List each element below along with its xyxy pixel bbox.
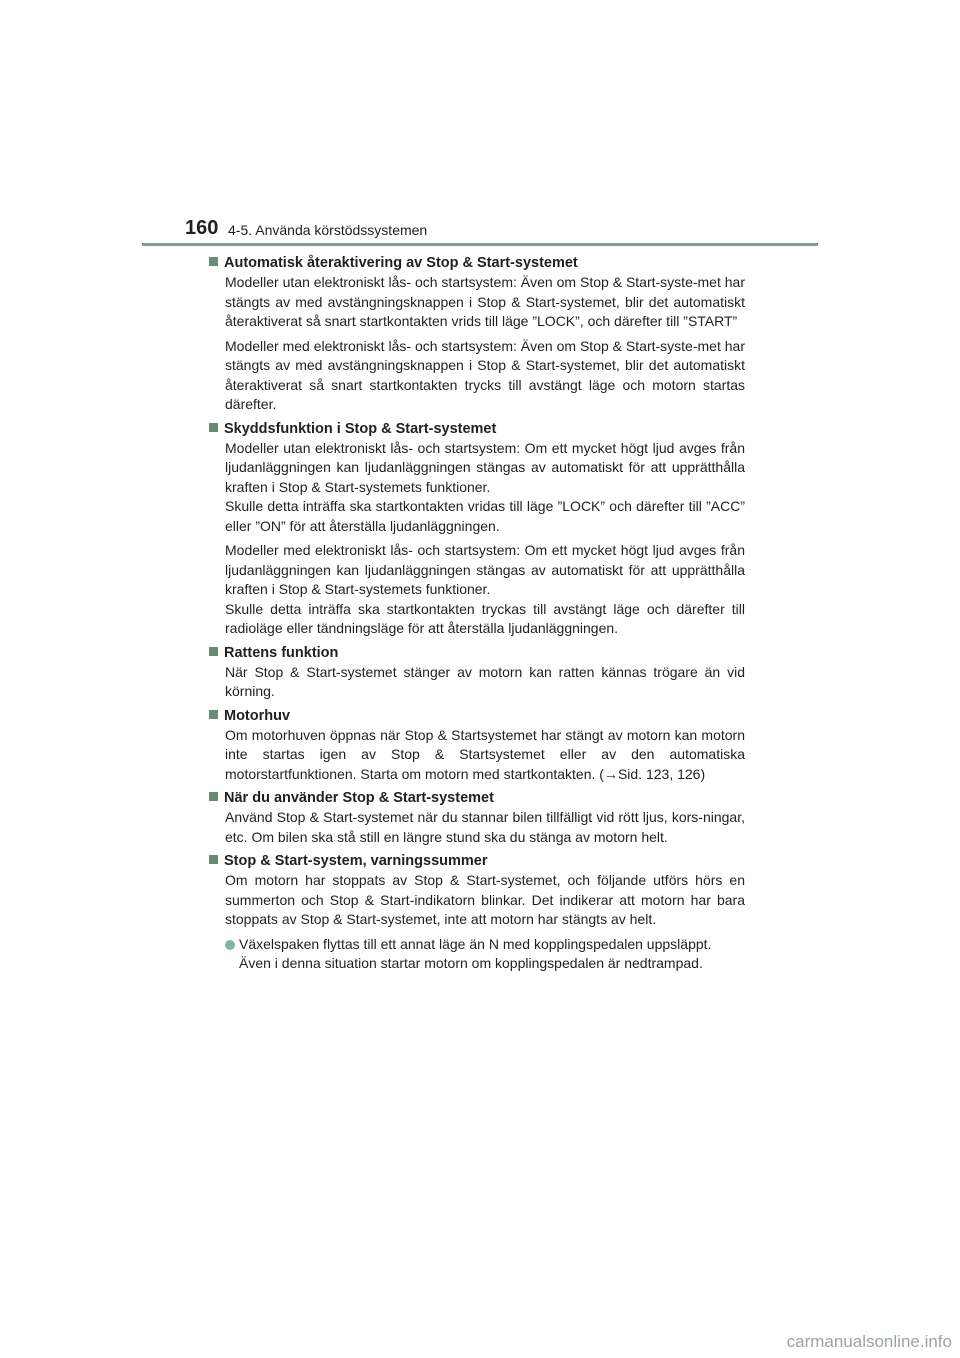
paragraph: Modeller utan elektroniskt lås- och startsystem: Om ett mycket högt ljud avges från ljudanläggningen kan ljudanläggningen stängas av automatiskt för att upprätthålla kraften i Stop & Start-systemets funktioner. Skulle detta inträffa ska startkontakten vridas till läge ”LOCK” och därefter till ”ACC” eller ”ON” för att återställa ljudanläggningen. (225, 439, 745, 534)
round-bullet-icon (225, 940, 239, 950)
paragraph: Modeller med elektroniskt lås- och startsystem: Även om Stop & Start-syste-met har stängts av med avstängningsknappen i Stop & Start-systemet, blir det automatiskt återaktiverat så snart startkontakten trycks till avstängt läge och motorn startas därefter. (225, 337, 745, 412)
section-title: Automatisk återaktivering av Stop & Start-systemet (209, 254, 745, 273)
square-bullet-icon (209, 423, 218, 432)
bullet-text: Växelspaken flyttas till ett annat läge än N med kopplingspedalen uppsläppt. Även i denna situation startar motorn om kopplingspedalen är nedtrampad. (239, 935, 712, 971)
bullet-item (225, 935, 745, 974)
paragraph: Använd Stop & Start-systemet när du stannar bilen tillfälligt vid rött ljus, kors-ningar, etc. Om bilen ska stå still en längre stund ska du stänga av motorn helt. (225, 809, 745, 845)
section-title: Motorhuv (209, 707, 745, 726)
paragraph: Om motorhuven öppnas när Stop & Startsystemet har stängt av motorn kan motorn inte startas igen av Stop & Startsystemet eller av den automatiska motorstartfunktionen. Starta om motorn med startkontakten. (→Sid. 123, 126) (225, 726, 745, 782)
section-protection-function (209, 420, 745, 639)
square-bullet-icon (209, 855, 218, 864)
square-bullet-icon (209, 257, 218, 266)
square-bullet-icon (209, 647, 218, 656)
page-header (0, 0, 960, 250)
section-title: När du använder Stop & Start-systemet (209, 789, 745, 808)
header-divider (142, 243, 818, 246)
paragraph: Om motorn har stoppats av Stop & Start-systemet, och följande utförs hörs en summerton och Stop & Start-indikatorn blinkar. Det indikerar att motorn har bara stoppats av Stop & Start-systemet, inte att motorn har stängts av helt. (225, 872, 745, 927)
paragraph: Modeller med elektroniskt lås- och startsystem: Om ett mycket högt ljud avges från ljudanläggningen kan ljudanläggningen stängas av automatiskt för att upprätthålla kraften i Stop & Start-systemets funktioner. Skulle detta inträffa ska startkontakten tryckas till avstängt läge och därefter till radioläge eller tändningsläge för att återställa ljudanläggningen. (225, 542, 745, 636)
section-title: Stop & Start-system, varningssummer (209, 852, 745, 871)
paragraph: Modeller utan elektroniskt lås- och startsystem: Även om Stop & Start-syste-met har stängts av med avstängningsknappen i Stop & Start-systemet, blir det automatiskt återaktiverat så snart startkontakten vrids till läge ”LOCK”, och därefter till ”START” (225, 274, 745, 329)
paragraph: När Stop & Start-systemet stänger av motorn kan ratten kännas trögare än vid körning. (225, 663, 745, 699)
chapter-title: 4-5. Använda körstödssystemen (228, 222, 428, 238)
square-bullet-icon (209, 792, 218, 801)
page-content (209, 254, 745, 978)
square-bullet-icon (209, 710, 218, 719)
section-auto-reactivation (209, 254, 745, 415)
section-title: Rattens funktion (209, 644, 745, 663)
section-title: Skyddsfunktion i Stop & Start-systemet (209, 420, 745, 439)
page-number: 160 (185, 217, 219, 239)
section-warning-buzzer (209, 852, 745, 974)
section-steering-function (209, 644, 745, 702)
section-when-using (209, 789, 745, 847)
section-hood (209, 707, 745, 785)
watermark[interactable]: carmanualsonline.info (786, 1332, 952, 1351)
